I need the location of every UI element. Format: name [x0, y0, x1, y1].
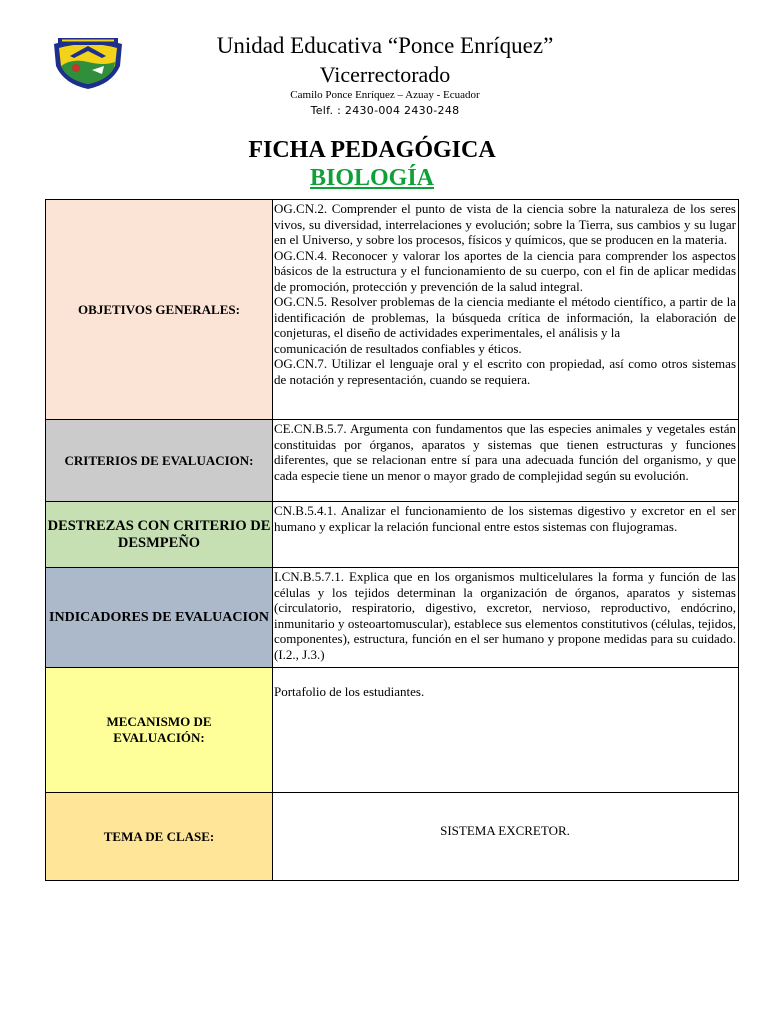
mecanismo-label: MECANISMO DE EVALUACIÓN: [46, 668, 273, 793]
objetivos-content [273, 200, 739, 420]
destrezas-content: CN.B.5.4.1. Analizar el funcionamiento de los sistemas digestivo y excretor en el ser humano y explicar la relación funcional entre estos sistemas con flujogramas. [273, 502, 739, 568]
criterios-label: CRITERIOS DE EVALUACION: [46, 420, 273, 502]
objetivo-item: comunicación de resultados confiables y éticos. [274, 340, 522, 356]
school-name: Unidad Educativa “Ponce Enríquez” [216, 33, 554, 58]
table-row [46, 200, 739, 420]
school-crest-logo [52, 36, 124, 90]
tema-text: SISTEMA EXCRETOR. [440, 823, 570, 839]
pedagogical-form-table [45, 199, 739, 881]
document-title: FICHA PEDAGÓGICA [248, 137, 496, 163]
table-row [46, 668, 739, 793]
subject-title: BIOLOGÍA [309, 165, 435, 191]
objetivo-item: OG.CN.4. Reconocer y valorar los aportes de la ciencia para comprender los aspectos básicos de la estructura y el funcionamiento de su cuerpo, con el fin de aplicar medidas de promoción, protección y prevención de la salud integral. [274, 247, 736, 294]
mecanismo-content [273, 668, 739, 793]
objetivo-item: OG.CN.7. Utilizar el lenguaje oral y el escrito con propiedad, así como otros sistemas de notación y representación, cuando se requiera. [274, 356, 736, 387]
destrezas-label: DESTREZAS CON CRITERIO DE DESMPEÑO [46, 502, 273, 568]
tema-content [273, 793, 739, 881]
table-row [46, 568, 739, 668]
objetivos-label: OBJETIVOS GENERALES: [46, 200, 273, 420]
mecanismo-text: Portafolio de los estudiantes. [274, 684, 425, 699]
table-row [46, 793, 739, 881]
table-row [46, 420, 739, 502]
objetivo-item: OG.CN.2. Comprender el punto de vista de la ciencia sobre la naturaleza de los seres vivos, su diversidad, interrelaciones y evolución; sobre la Tierra, sus cambios y su lugar en el Universo, y sobre los procesos, físicos y químicos, que se producen en la materia. [274, 201, 736, 247]
criterios-content: CE.CN.B.5.7. Argumenta con fundamentos que las especies animales y vegetales están constituidas por órganos, aparatos y sistemas que tienen estructuras y funciones diferentes, que se relacionan entre sí para una adecuada función del organismo, y que cada especie tiene un menor o mayor grado de complejidad según su evolución. [273, 420, 739, 502]
school-phone: Telf. : 2430-004 2430-248 [310, 104, 460, 117]
office-name: Vicerrectorado [319, 62, 451, 87]
objetivo-item: OG.CN.5. Resolver problemas de la ciencia mediante el método científico, a partir de la identificación de problemas, la búsqueda crítica de información, la elaboración de conjeturas, el diseño de actividades experimentales, el análisis y la [274, 294, 736, 340]
school-address: Camilo Ponce Enríquez – Azuay - Ecuador [290, 89, 480, 101]
indicadores-content: I.CN.B.5.7.1. Explica que en los organismos multicelulares la forma y función de las células y los tejidos determinan la organización de órganos, aparatos y sistemas (circulatorio, respiratorio, digestivo, excretor, nervioso, reproductivo, endócrino, inmunitario y osteoartomuscular), establece sus elementos constitutivos (células, tejidos, componentes), estructura, función en el ser humano y propone medidas para su cuidado. (I.2., J.3.) [273, 568, 739, 668]
table-row [46, 502, 739, 568]
indicadores-label: INDICADORES DE EVALUACION [46, 568, 273, 668]
tema-label: TEMA DE CLASE: [46, 793, 273, 881]
